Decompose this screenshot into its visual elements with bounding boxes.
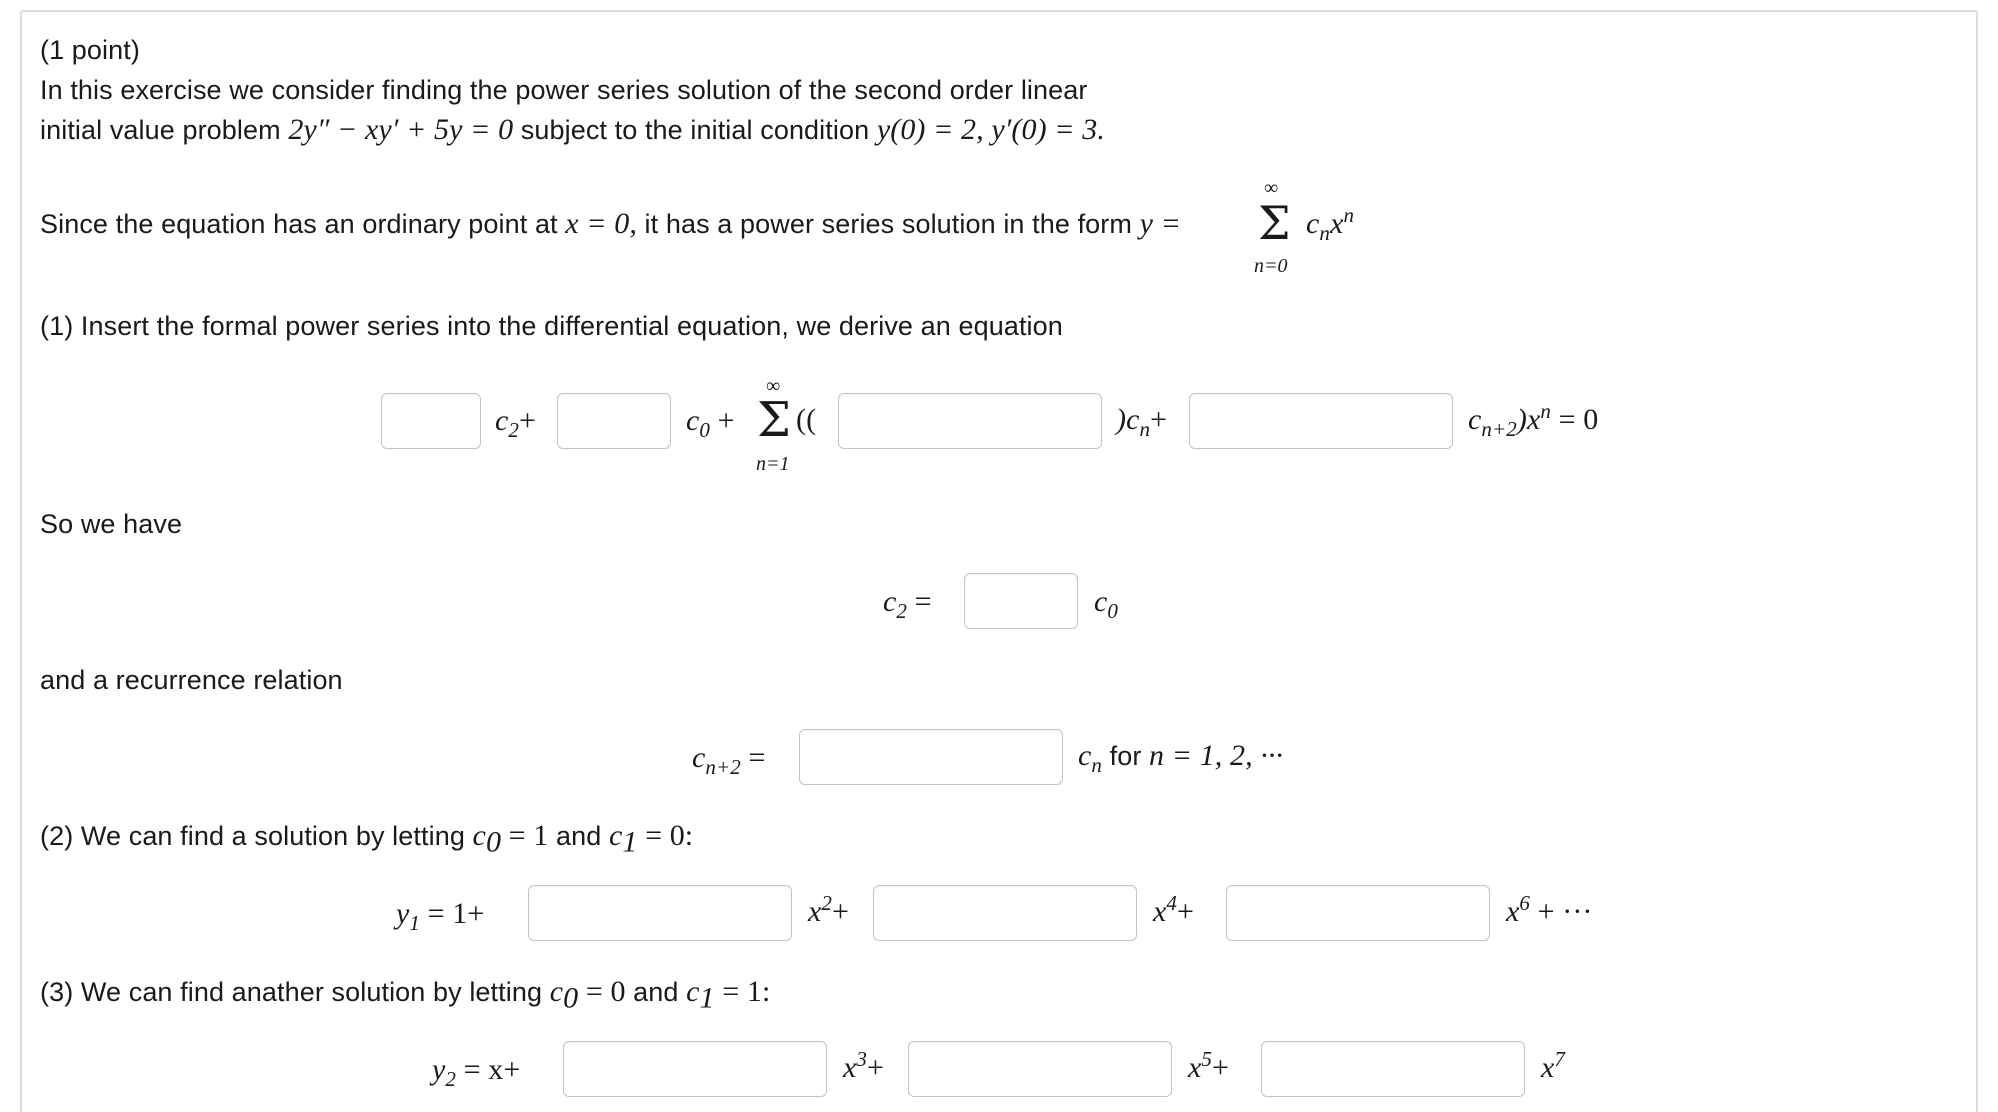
eq-term-tail: $c_{n+2})x^n = 0$ bbox=[1468, 399, 1599, 441]
c2-lhs: $c_2$ = bbox=[883, 585, 932, 623]
eq-coef-cn-input[interactable] bbox=[838, 393, 1102, 449]
y2-lhs: $y_2 = x+$ bbox=[432, 1053, 521, 1091]
eq-coef-c2-input[interactable] bbox=[381, 393, 481, 449]
y1-x4-term: $x^4+$ bbox=[1153, 891, 1195, 928]
y1-x6-coef-input[interactable] bbox=[1226, 885, 1490, 941]
part3-heading: (3) We can find anather solution by letting $c_0 = 0$ and $c_1 = 1$: bbox=[40, 975, 771, 1015]
y2-x3-term: $x^3+$ bbox=[843, 1047, 885, 1084]
y1-x4-coef-input[interactable] bbox=[873, 885, 1137, 941]
series-term: $c_nx^n$ bbox=[1306, 203, 1355, 245]
ode-equation: 2y″ − xy′ + 5y = 0 bbox=[288, 113, 514, 146]
recurrence-lhs: $c_{n+2}$ = bbox=[692, 741, 766, 779]
series-sigma-lower: n=0 bbox=[1254, 255, 1288, 277]
sigma-icon: Σ bbox=[1258, 196, 1291, 250]
problem-card bbox=[20, 10, 1978, 1112]
eq-open-paren: (( bbox=[796, 403, 817, 436]
y2-x7-term: $x^7$ bbox=[1541, 1047, 1566, 1084]
part2-heading: (2) We can find a solution by letting $c_0 = 1$ and $c_1 = 0$: bbox=[40, 819, 694, 859]
ordinary-point-line: Since the equation has an ordinary point at x = 0, it has a power series solution in the form y = bbox=[40, 207, 1181, 240]
y2-x7-coef-input[interactable] bbox=[1261, 1041, 1525, 1097]
eq-term-cn: )$c_n+$ bbox=[1116, 403, 1168, 441]
eq-coef-c0-input[interactable] bbox=[557, 393, 671, 449]
c2-coef-input[interactable] bbox=[964, 573, 1078, 629]
eq-sigma-upper: ∞ bbox=[766, 375, 781, 397]
y2-x5-term: $x^5+$ bbox=[1188, 1047, 1230, 1084]
y2-x3-coef-input[interactable] bbox=[563, 1041, 827, 1097]
eq-term-c2: $c_2+$ bbox=[495, 404, 537, 442]
c2-rhs: $c_0$ bbox=[1094, 585, 1119, 623]
y1-x2-term: $x^2+$ bbox=[808, 891, 850, 928]
y1-lhs: $y_1 = 1+$ bbox=[396, 897, 485, 935]
series-sigma-upper: ∞ bbox=[1264, 177, 1279, 199]
eq-term-c0: $c_0$ + bbox=[686, 404, 735, 442]
points-label: (1 point) bbox=[40, 35, 140, 65]
recurrence-coef-input[interactable] bbox=[799, 729, 1063, 785]
sigma-icon-eq: Σ bbox=[757, 392, 791, 448]
part1-heading: (1) Insert the formal power series into the differential equation, we derive an equation bbox=[40, 311, 1063, 341]
intro-line-2: initial value problem 2y″ − xy′ + 5y = 0 subject to the initial condition y(0) = 2, y′(0) = 3. bbox=[40, 113, 1105, 146]
y1-x2-coef-input[interactable] bbox=[528, 885, 792, 941]
so-we-have-label: So we have bbox=[40, 509, 183, 539]
recurrence-rhs: $c_n$ for n = 1, 2, ··· bbox=[1078, 739, 1284, 777]
intro-line-1: In this exercise we consider finding the power series solution of the second order linear bbox=[40, 75, 1088, 105]
eq-sigma-lower: n=1 bbox=[756, 453, 790, 475]
eq-coef-cn2-input[interactable] bbox=[1189, 393, 1453, 449]
y2-x5-coef-input[interactable] bbox=[908, 1041, 1172, 1097]
y1-x6-term: $x^6$ + ··· bbox=[1506, 891, 1593, 928]
recurrence-label: and a recurrence relation bbox=[40, 665, 343, 695]
initial-condition: y(0) = 2, y′(0) = 3. bbox=[876, 113, 1105, 146]
